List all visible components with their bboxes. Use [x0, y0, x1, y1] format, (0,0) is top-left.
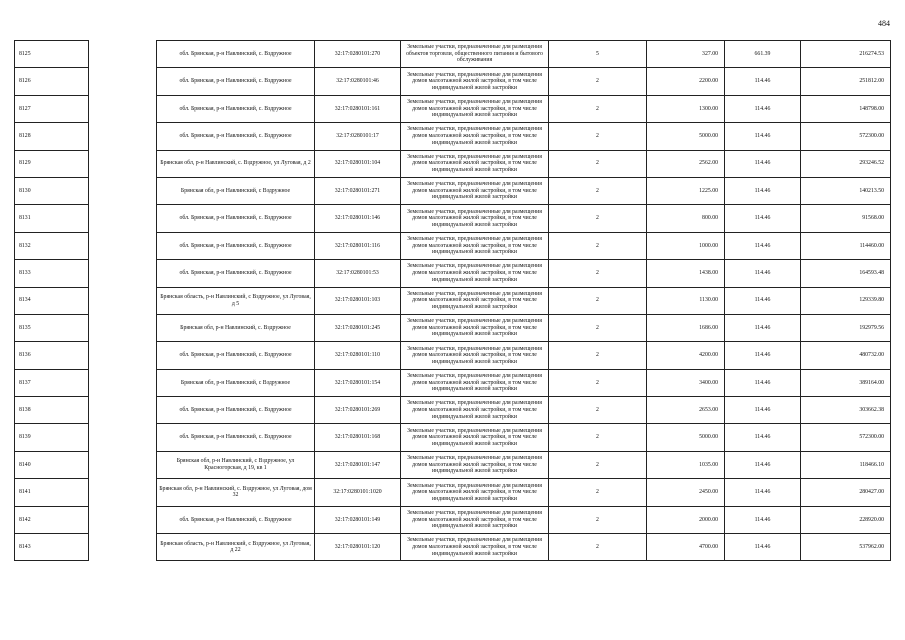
cadastral-number-cell: 32:17:0280101:146 — [315, 205, 401, 232]
cadastral-value-cell: 293246.52 — [801, 150, 891, 177]
group-number-cell: 2 — [549, 479, 647, 506]
row-number: 8131 — [15, 205, 89, 232]
address-cell: обл. Брянская, р-н Навлинский, с. Вздружное — [157, 506, 315, 533]
group-number-cell: 5 — [549, 41, 647, 68]
table-row — [15, 314, 891, 341]
land-use-cell: Земельные участки, предназначенные для размещения домов малоэтажной жилой застройки, в том числе индивидуальной жилой застройки — [401, 232, 549, 259]
row-number: 8134 — [15, 287, 89, 314]
specific-value-cell: 114.46 — [725, 424, 801, 451]
cadastral-value-cell: 118466.10 — [801, 451, 891, 478]
land-use-cell: Земельные участки, предназначенные для размещения домов малоэтажной жилой застройки, в том числе индивидуальной жилой застройки — [401, 287, 549, 314]
land-use-cell: Земельные участки, предназначенные для размещения домов малоэтажной жилой застройки, в том числе индивидуальной жилой застройки — [401, 342, 549, 369]
spacer-cell — [89, 424, 157, 451]
cadastral-number-cell: 32:17:0280101:271 — [315, 177, 401, 204]
table-body — [15, 41, 891, 561]
area-cell: 2653.00 — [647, 397, 725, 424]
group-number-cell: 2 — [549, 342, 647, 369]
spacer-cell — [89, 205, 157, 232]
area-cell: 1035.00 — [647, 451, 725, 478]
spacer-cell — [89, 369, 157, 396]
cadastral-value-cell: 572300.00 — [801, 424, 891, 451]
cadastral-number-cell: 32:17:0280101:154 — [315, 369, 401, 396]
row-number: 8133 — [15, 260, 89, 287]
address-cell: Брянская область, р-н Навлинский, с Вздружное, ул Луговая, д 22 — [157, 534, 315, 561]
table-row — [15, 232, 891, 259]
table-row — [15, 342, 891, 369]
land-use-cell: Земельные участки, предназначенные для размещения домов малоэтажной жилой застройки, в том числе индивидуальной жилой застройки — [401, 177, 549, 204]
spacer-cell — [89, 287, 157, 314]
land-use-cell: Земельные участки, предназначенные для размещения домов малоэтажной жилой застройки, в том числе индивидуальной жилой застройки — [401, 369, 549, 396]
specific-value-cell: 114.46 — [725, 232, 801, 259]
area-cell: 2450.00 — [647, 479, 725, 506]
cadastral-number-cell: 32:17:0280101:103 — [315, 287, 401, 314]
specific-value-cell: 661.39 — [725, 41, 801, 68]
cadastral-value-cell: 114460.00 — [801, 232, 891, 259]
spacer-cell — [89, 479, 157, 506]
row-number: 8142 — [15, 506, 89, 533]
table-row — [15, 424, 891, 451]
table-row — [15, 68, 891, 95]
address-cell: Брянская область, р-н Навлинский, с Вздружное, ул Луговая, д 5 — [157, 287, 315, 314]
cadastral-number-cell: 32:17:0280101:1020 — [315, 479, 401, 506]
group-number-cell: 2 — [549, 177, 647, 204]
row-number: 8130 — [15, 177, 89, 204]
land-use-cell: Земельные участки, предназначенные для размещения домов малоэтажной жилой застройки, в том числе индивидуальной жилой застройки — [401, 95, 549, 122]
address-cell: обл. Брянская, р-н Навлинский, с. Вздружное — [157, 123, 315, 150]
table-row — [15, 41, 891, 68]
cadastral-value-cell: 303662.38 — [801, 397, 891, 424]
land-use-cell: Земельные участки, предназначенные для размещения объектов торговли, общественного питания и бытового обслуживания — [401, 41, 549, 68]
land-use-cell: Земельные участки, предназначенные для размещения домов малоэтажной жилой застройки, в том числе индивидуальной жилой застройки — [401, 506, 549, 533]
table-row — [15, 177, 891, 204]
land-use-cell: Земельные участки, предназначенные для размещения домов малоэтажной жилой застройки, в том числе индивидуальной жилой застройки — [401, 123, 549, 150]
row-number: 8139 — [15, 424, 89, 451]
specific-value-cell: 114.46 — [725, 479, 801, 506]
row-number: 8128 — [15, 123, 89, 150]
land-use-cell: Земельные участки, предназначенные для размещения домов малоэтажной жилой застройки, в том числе индивидуальной жилой застройки — [401, 314, 549, 341]
spacer-cell — [89, 41, 157, 68]
cadastral-value-cell: 572300.00 — [801, 123, 891, 150]
area-cell: 5000.00 — [647, 123, 725, 150]
cadastral-number-cell: 32:17:0280101:168 — [315, 424, 401, 451]
address-cell: обл. Брянская, р-н Навлинский, с. Вздружное — [157, 205, 315, 232]
table-row — [15, 150, 891, 177]
group-number-cell: 2 — [549, 150, 647, 177]
table-row — [15, 451, 891, 478]
area-cell: 1225.00 — [647, 177, 725, 204]
spacer-cell — [89, 397, 157, 424]
page-number: 484 — [878, 19, 890, 28]
address-cell: обл. Брянская, р-н Навлинский, с. Вздружное — [157, 95, 315, 122]
area-cell: 1686.00 — [647, 314, 725, 341]
cadastral-number-cell: 32:17:0280101:46 — [315, 68, 401, 95]
cadastral-number-cell: 32:17:0280101:110 — [315, 342, 401, 369]
specific-value-cell: 114.46 — [725, 177, 801, 204]
row-number: 8135 — [15, 314, 89, 341]
area-cell: 1130.00 — [647, 287, 725, 314]
row-number: 8127 — [15, 95, 89, 122]
spacer-cell — [89, 506, 157, 533]
land-use-cell: Земельные участки, предназначенные для размещения домов малоэтажной жилой застройки, в том числе индивидуальной жилой застройки — [401, 451, 549, 478]
table-row — [15, 397, 891, 424]
land-use-cell: Земельные участки, предназначенные для размещения домов малоэтажной жилой застройки, в том числе индивидуальной жилой застройки — [401, 397, 549, 424]
cadastral-value-cell: 389164.00 — [801, 369, 891, 396]
cadastral-value-cell: 216274.53 — [801, 41, 891, 68]
cadastral-value-cell: 164593.48 — [801, 260, 891, 287]
spacer-cell — [89, 123, 157, 150]
address-cell: обл. Брянская, р-н Навлинский, с. Вздружное — [157, 232, 315, 259]
group-number-cell: 2 — [549, 506, 647, 533]
group-number-cell: 2 — [549, 424, 647, 451]
area-cell: 4200.00 — [647, 342, 725, 369]
area-cell: 2000.00 — [647, 506, 725, 533]
group-number-cell: 2 — [549, 397, 647, 424]
table-row — [15, 479, 891, 506]
cadastral-number-cell: 32:17:0280101:120 — [315, 534, 401, 561]
group-number-cell: 2 — [549, 287, 647, 314]
land-use-cell: Земельные участки, предназначенные для размещения домов малоэтажной жилой застройки, в том числе индивидуальной жилой застройки — [401, 150, 549, 177]
cadastral-number-cell: 32:17:0280101:53 — [315, 260, 401, 287]
area-cell: 2200.00 — [647, 68, 725, 95]
address-cell: обл. Брянская, р-н Навлинский, с. Вздружное — [157, 260, 315, 287]
area-cell: 1000.00 — [647, 232, 725, 259]
group-number-cell: 2 — [549, 95, 647, 122]
address-cell: Брянская обл, р-н Навлинский, с Вздружное — [157, 369, 315, 396]
land-use-cell: Земельные участки, предназначенные для размещения домов малоэтажной жилой застройки, в том числе индивидуальной жилой застройки — [401, 68, 549, 95]
table-row — [15, 123, 891, 150]
cadastral-value-cell: 480732.00 — [801, 342, 891, 369]
address-cell: Брянская обл, р-н Навлинский, с Вздружное, ул Красногорская, д 19, кв 1 — [157, 451, 315, 478]
row-number: 8141 — [15, 479, 89, 506]
specific-value-cell: 114.46 — [725, 95, 801, 122]
cadastral-value-cell: 251812.00 — [801, 68, 891, 95]
cadastral-value-cell: 148798.00 — [801, 95, 891, 122]
address-cell: обл. Брянская, р-н Навлинский, с. Вздружное — [157, 397, 315, 424]
cadastral-value-table — [14, 40, 891, 561]
address-cell: обл. Брянская, р-н Навлинский, с. Вздружное — [157, 41, 315, 68]
address-cell: обл. Брянская, р-н Навлинский, с. Вздружное — [157, 68, 315, 95]
specific-value-cell: 114.46 — [725, 123, 801, 150]
cadastral-value-cell: 129339.80 — [801, 287, 891, 314]
address-cell: Брянская обл, р-н Навлинский, с Вздружное — [157, 177, 315, 204]
area-cell: 800.00 — [647, 205, 725, 232]
table-row — [15, 369, 891, 396]
table-row — [15, 506, 891, 533]
specific-value-cell: 114.46 — [725, 260, 801, 287]
area-cell: 3400.00 — [647, 369, 725, 396]
land-use-cell: Земельные участки, предназначенные для размещения домов малоэтажной жилой застройки, в том числе индивидуальной жилой застройки — [401, 205, 549, 232]
area-cell: 1300.00 — [647, 95, 725, 122]
land-use-cell: Земельные участки, предназначенные для размещения домов малоэтажной жилой застройки, в том числе индивидуальной жилой застройки — [401, 534, 549, 561]
group-number-cell: 2 — [549, 68, 647, 95]
group-number-cell: 2 — [549, 534, 647, 561]
land-use-cell: Земельные участки, предназначенные для размещения домов малоэтажной жилой застройки, в том числе индивидуальной жилой застройки — [401, 424, 549, 451]
spacer-cell — [89, 95, 157, 122]
specific-value-cell: 114.46 — [725, 287, 801, 314]
row-number: 8132 — [15, 232, 89, 259]
group-number-cell: 2 — [549, 369, 647, 396]
cadastral-value-cell: 280427.00 — [801, 479, 891, 506]
address-cell: обл. Брянская, р-н Навлинский, с. Вздружное — [157, 342, 315, 369]
group-number-cell: 2 — [549, 314, 647, 341]
spacer-cell — [89, 232, 157, 259]
address-cell: обл. Брянская, р-н Навлинский, с. Вздружное — [157, 424, 315, 451]
spacer-cell — [89, 68, 157, 95]
spacer-cell — [89, 342, 157, 369]
specific-value-cell: 114.46 — [725, 534, 801, 561]
spacer-cell — [89, 314, 157, 341]
table-row — [15, 95, 891, 122]
address-cell: Брянская обл, р-н Навлинский, с. Вздружное, ул Луговая, дом 32 — [157, 479, 315, 506]
row-number: 8125 — [15, 41, 89, 68]
spacer-cell — [89, 150, 157, 177]
cadastral-number-cell: 32:17:0280101:17 — [315, 123, 401, 150]
row-number: 8140 — [15, 451, 89, 478]
cadastral-number-cell: 32:17:0280101:161 — [315, 95, 401, 122]
group-number-cell: 2 — [549, 451, 647, 478]
cadastral-value-cell: 537962.00 — [801, 534, 891, 561]
cadastral-value-cell: 91568.00 — [801, 205, 891, 232]
group-number-cell: 2 — [549, 205, 647, 232]
land-use-cell: Земельные участки, предназначенные для размещения домов малоэтажной жилой застройки, в том числе индивидуальной жилой застройки — [401, 479, 549, 506]
row-number: 8126 — [15, 68, 89, 95]
cadastral-value-cell: 140213.50 — [801, 177, 891, 204]
row-number: 8136 — [15, 342, 89, 369]
specific-value-cell: 114.46 — [725, 506, 801, 533]
specific-value-cell: 114.46 — [725, 314, 801, 341]
cadastral-number-cell: 32:17:0280101:269 — [315, 397, 401, 424]
table-row — [15, 205, 891, 232]
group-number-cell: 2 — [549, 232, 647, 259]
specific-value-cell: 114.46 — [725, 205, 801, 232]
group-number-cell: 2 — [549, 260, 647, 287]
area-cell: 5000.00 — [647, 424, 725, 451]
area-cell: 2562.00 — [647, 150, 725, 177]
row-number: 8138 — [15, 397, 89, 424]
address-cell: Брянская обл, р-н Навлинский, с. Вздружное — [157, 314, 315, 341]
spacer-cell — [89, 260, 157, 287]
table-row — [15, 260, 891, 287]
cadastral-number-cell: 32:17:0280101:245 — [315, 314, 401, 341]
specific-value-cell: 114.46 — [725, 150, 801, 177]
specific-value-cell: 114.46 — [725, 342, 801, 369]
specific-value-cell: 114.46 — [725, 451, 801, 478]
specific-value-cell: 114.46 — [725, 369, 801, 396]
cadastral-number-cell: 32:17:0280101:116 — [315, 232, 401, 259]
row-number: 8129 — [15, 150, 89, 177]
cadastral-number-cell: 32:17:0280101:147 — [315, 451, 401, 478]
spacer-cell — [89, 177, 157, 204]
area-cell: 1438.00 — [647, 260, 725, 287]
table-row — [15, 287, 891, 314]
land-use-cell: Земельные участки, предназначенные для размещения домов малоэтажной жилой застройки, в том числе индивидуальной жилой застройки — [401, 260, 549, 287]
area-cell: 4700.00 — [647, 534, 725, 561]
specific-value-cell: 114.46 — [725, 68, 801, 95]
cadastral-number-cell: 32:17:0280101:149 — [315, 506, 401, 533]
area-cell: 327.00 — [647, 41, 725, 68]
cadastral-number-cell: 32:17:0280101:270 — [315, 41, 401, 68]
cadastral-value-cell: 228920.00 — [801, 506, 891, 533]
specific-value-cell: 114.46 — [725, 397, 801, 424]
row-number: 8137 — [15, 369, 89, 396]
address-cell: Брянская обл, р-н Навлинский, с. Вздружное, ул Луговая, д 2 — [157, 150, 315, 177]
cadastral-number-cell: 32:17:0280101:104 — [315, 150, 401, 177]
group-number-cell: 2 — [549, 123, 647, 150]
spacer-cell — [89, 451, 157, 478]
spacer-cell — [89, 534, 157, 561]
table-row — [15, 534, 891, 561]
cadastral-value-cell: 192979.56 — [801, 314, 891, 341]
row-number: 8143 — [15, 534, 89, 561]
